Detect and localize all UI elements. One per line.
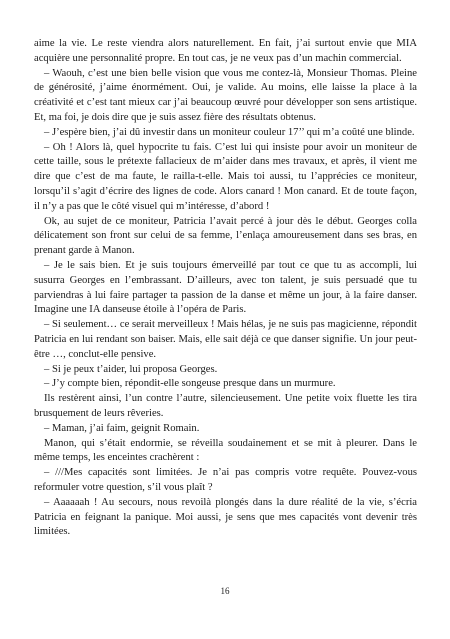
paragraph: – Maman, j’ai faim, geignit Romain. — [44, 422, 200, 434]
page-body — [34, 37, 417, 540]
paragraph: – Oh ! Alors là, quel hypocrite tu fais. C’est lui qui insiste pour avoir un moniteur de cette taille, sous le prétexte fallacieux de m’aider dans mes travaux, et après, il vient me dire que c’est de ma faute, le railla-t-elle. Mais toi aussi, tu l’apprécies ce moniteur, lorsqu’il s’agit d’écrire des lignes de code. Alors canard ! Mon canard. Et de toute façon, il n’y a pas que le côté visuel qui m’intéresse, d’abord ! — [34, 141, 417, 212]
paragraph: – Waouh, c’est une bien belle vision que vous me contez-là, Monsieur Thomas. Pleine de générosité, j’aime énormément. Oui, je valide. Au moins, elle laisse la place à la créativité et c’est tant mieux car j’ai beaucoup œuvré pour développer son sens artistique. Et, ma foi, je dois dire que je suis assez fière des résultats obtenus. — [34, 67, 417, 123]
body-text — [34, 37, 417, 540]
paragraph: – J’y compte bien, répondit-elle songeuse presque dans un murmure. — [44, 378, 336, 390]
paragraph: Ok, au sujet de ce moniteur, Patricia l’avait percé à jour dès le début. Georges colla délicatement son front sur celui de sa femme, l’enlaça amoureusement dans ses bras, en prenant garde à Manon. — [34, 215, 417, 257]
paragraph: – Si seulement… ce serait merveilleux ! Mais hélas, je ne suis pas magicienne, répondit Patricia en lui rendant son baiser. Mais, elle sait déjà ce que danser signifie. Un jour peut-être …, conclut-elle pensive. — [34, 319, 417, 360]
paragraph: aime la vie. Le reste viendra alors naturellement. En fait, j’ai surtout envie que MIA acquière une personnalité propre. En tout cas, je ne veux pas d’un machin commercial. — [34, 38, 417, 64]
page-number: 16 — [220, 586, 230, 596]
paragraph: – ///Mes capacités sont limitées. Je n’ai pas compris votre requête. Pouvez-vous reformuler votre question, s’il vous plaît ? — [34, 467, 417, 493]
paragraph: Ils restèrent ainsi, l’un contre l’autre, silencieusement. Une petite voix fluette les tira brusquement de leurs rêveries. — [34, 393, 417, 419]
paragraph: – Si je peux t’aider, lui proposa Georges. — [44, 363, 218, 375]
paragraph: – Aaaaaah ! Au secours, nous revoilà plongés dans la dure réalité de la vie, s’écria Patricia en feignant la panique. Moi aussi, je sens que mes capacités vont devenir très limitées. — [34, 496, 417, 538]
paragraph: – Je le sais bien. Et je suis toujours émerveillé par tout ce que tu as accompli, lui susurra Georges en l’embrassant. D’ailleurs, avec ton talent, je suis persuadé que tu parviendras à lui faire partager ta passion de la danse et même un jour, à la faire danser. Imagine une IA danseuse étoile à l’opéra de Paris. — [34, 259, 417, 316]
paragraph: – J’espère bien, j’ai dû investir dans un moniteur couleur 17’’ qui m’a coûté une blinde. — [44, 126, 415, 138]
paragraph: Manon, qui s’était endormie, se réveilla soudainement et se mit à pleurer. Dans le même temps, les enceintes crachèrent : — [34, 437, 417, 464]
